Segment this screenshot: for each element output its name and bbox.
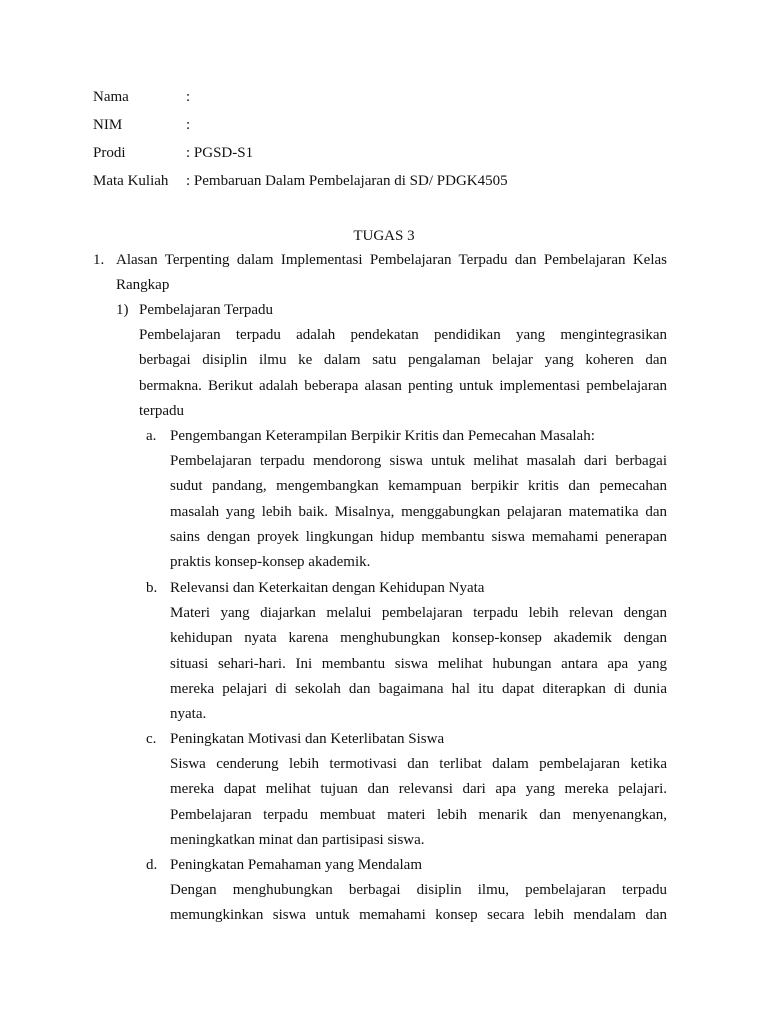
list-item xyxy=(170,853,667,929)
page-title: TUGAS 3 xyxy=(353,228,415,244)
field-value: : PGSD-S1 xyxy=(186,145,254,161)
list-item xyxy=(170,424,667,575)
paragraph-line: memungkinkan siswa untuk memahami konsep secara lebih mendalam dan xyxy=(170,907,667,924)
subsection xyxy=(139,298,667,424)
field-value: : Pembaruan Dalam Pembelajaran di SD/ PDGK4505 xyxy=(186,173,508,189)
section-number: 1. xyxy=(93,252,105,268)
list-letter: a. xyxy=(146,428,157,444)
paragraph-line: Siswa cenderung lebih termotivasi dan terlibat dalam pembelajaran ketika xyxy=(170,756,667,773)
paragraph-line: Pembelajaran terpadu membuat materi lebih menarik dan menyenangkan, xyxy=(170,806,667,823)
paragraph-line: Materi yang diajarkan melalui pembelajaran terpadu lebih relevan dengan xyxy=(170,605,667,622)
paragraph-line: kehidupan nyata karena menghubungkan konsep-konsep akademik dengan xyxy=(170,630,667,647)
paragraph-line: situasi sehari-hari. Ini membantu siswa melihat hubungan antara apa yang xyxy=(170,655,667,672)
field-value: : xyxy=(186,117,191,133)
paragraph-line: Dengan menghubungkan berbagai disiplin ilmu, pembelajaran terpadu xyxy=(170,882,667,899)
list-letter: d. xyxy=(146,857,158,873)
paragraph-line: meningkatkan minat dan partisipasi siswa. xyxy=(170,831,425,848)
field-label: NIM xyxy=(93,117,123,133)
paragraph-line: bermakna. Berikut adalah beberapa alasan penting untuk implementasi pembelajaran xyxy=(139,377,667,394)
list-letter: c. xyxy=(146,731,157,747)
paragraph-line: sudut pandang, mengembangkan kemampuan berpikir kritis dan pemecahan xyxy=(170,478,667,495)
subsection-number: 1) xyxy=(116,302,129,318)
list-item-heading: Relevansi dan Keterkaitan dengan Kehidupan Nyata xyxy=(170,580,485,596)
paragraph-line: terpadu xyxy=(139,402,184,419)
field-value: : xyxy=(186,89,191,105)
paragraph-line: mereka pelajari di sekolah dan bagaimana hal itu dapat diterapkan di dunia xyxy=(170,680,667,697)
paragraph-line: Pembelajaran terpadu mendorong siswa untuk melihat masalah dari berbagai xyxy=(170,453,667,470)
list-item-heading: Peningkatan Motivasi dan Keterlibatan Siswa xyxy=(170,731,445,747)
subsection-heading: Pembelajaran Terpadu xyxy=(139,302,274,318)
list-item xyxy=(170,576,667,727)
header-field-prodi xyxy=(93,143,253,163)
paragraph-line: masalah yang lebih baik. Misalnya, menggabungkan pelajaran matematika dan xyxy=(170,503,667,520)
list-letter: b. xyxy=(146,580,158,596)
section-heading xyxy=(116,248,667,298)
paragraph-line: nyata. xyxy=(170,706,207,723)
field-label: Nama xyxy=(93,89,129,105)
list-item-heading: Pengembangan Keterampilan Berpikir Kritis dan Pemecahan Masalah: xyxy=(170,428,595,444)
paragraph-line: sains dengan proyek lingkungan hidup membantu siswa memahami penerapan xyxy=(170,528,667,545)
field-label: Prodi xyxy=(93,145,126,161)
header-field-mata-kuliah xyxy=(93,171,508,191)
header-field-nim xyxy=(93,115,190,135)
header-field-nama xyxy=(93,87,190,107)
paragraph-line: Pembelajaran terpadu adalah pendekatan pendidikan yang mengintegrasikan xyxy=(139,327,667,344)
paragraph-line: mereka dapat melihat tujuan dan relevansi dari apa yang mereka pelajari. xyxy=(170,781,667,798)
section-heading-line: Rangkap xyxy=(116,277,170,294)
section-heading-line: Alasan Terpenting dalam Implementasi Pembelajaran Terpadu dan Pembelajaran Kelas xyxy=(116,252,667,268)
list-item xyxy=(170,727,667,853)
list-item-heading: Peningkatan Pemahaman yang Mendalam xyxy=(170,857,423,873)
paragraph-line: berbagai disiplin ilmu ke dalam satu pengalaman belajar yang koheren dan xyxy=(139,352,667,369)
paragraph-line: praktis konsep-konsep akademik. xyxy=(170,554,371,571)
field-label: Mata Kuliah xyxy=(93,173,169,189)
